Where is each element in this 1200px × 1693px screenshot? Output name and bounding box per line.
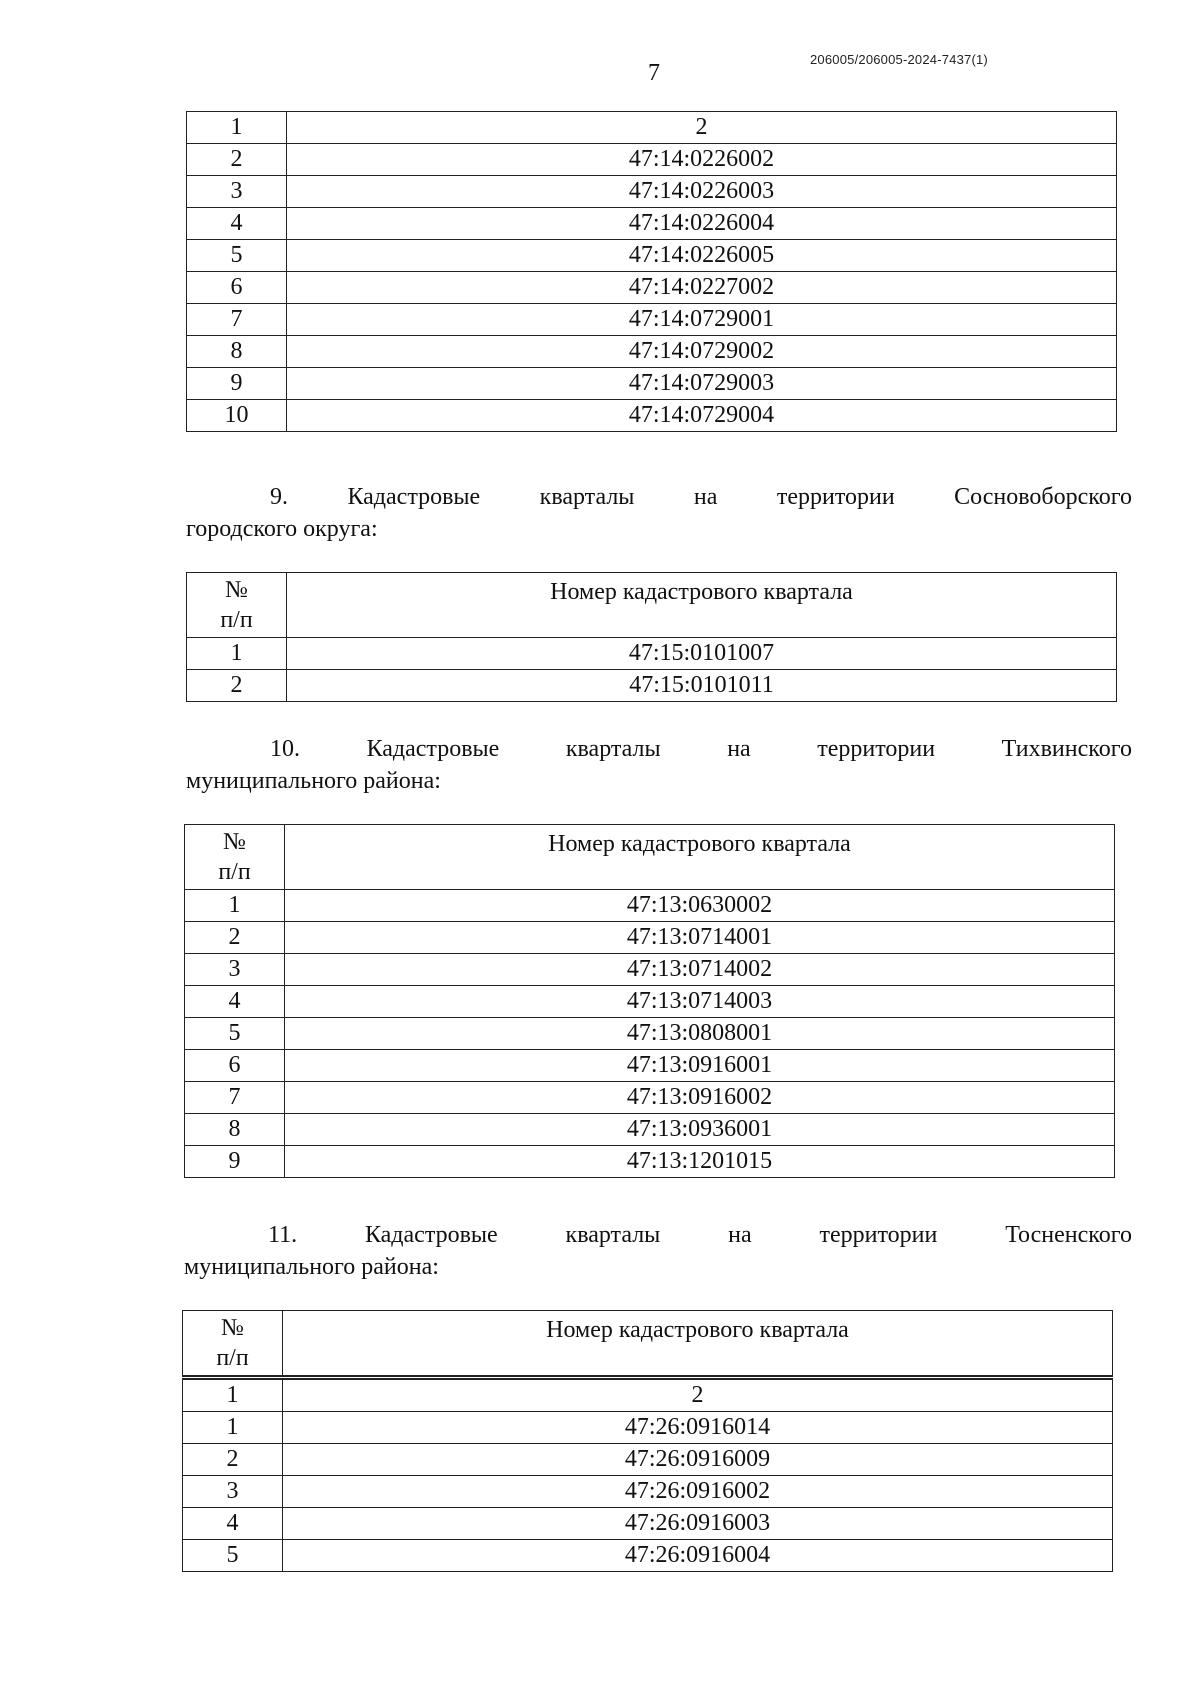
- cadastral-quarter-cell: 47:26:0916004: [283, 1540, 1113, 1572]
- row-index-cell: 8: [185, 1114, 285, 1146]
- heading-line-2: муниципального района:: [184, 1254, 439, 1280]
- quarter-number-header: Номер кадастрового квартала: [285, 825, 1115, 890]
- cadastral-quarter-cell: 47:13:0714001: [285, 922, 1115, 954]
- cadastral-quarter-cell: 47:14:0729003: [287, 368, 1117, 400]
- row-index-cell: 9: [185, 1146, 285, 1178]
- row-index-cell: 5: [183, 1540, 283, 1572]
- pp-label: п/п: [218, 859, 251, 885]
- row-index-cell: 3: [187, 176, 287, 208]
- cadastral-quarter-cell: 47:14:0226005: [287, 240, 1117, 272]
- heading-word: Тосненского: [1005, 1222, 1132, 1248]
- table-section-10: [184, 824, 1115, 1178]
- table-row: [187, 144, 1117, 176]
- document-id: 206005/206005-2024-7437(1): [810, 52, 988, 67]
- cadastral-quarter-cell: 47:13:0714003: [285, 986, 1115, 1018]
- quarter-number-header: Номер кадастрового квартала: [287, 573, 1117, 638]
- table-row: [185, 1114, 1115, 1146]
- section-number: 10.: [270, 736, 300, 762]
- heading-word: территории: [817, 736, 936, 762]
- heading-word: Тихвинского: [1001, 736, 1132, 762]
- heading-word: Кадастровые: [366, 736, 500, 762]
- table-row: [185, 1018, 1115, 1050]
- number-sign: №: [221, 1315, 244, 1341]
- table-section-9-body: [187, 573, 1117, 702]
- table-section-11-body: [183, 1311, 1113, 1572]
- table-section-9: [186, 572, 1117, 702]
- heading-line-2: муниципального района:: [186, 768, 441, 794]
- column-number-cell: 1: [187, 112, 287, 144]
- row-index-cell: 2: [187, 144, 287, 176]
- row-number-header: [185, 825, 285, 890]
- row-index-cell: 2: [185, 922, 285, 954]
- table-row: [185, 1050, 1115, 1082]
- cadastral-quarter-cell: 47:13:0916002: [285, 1082, 1115, 1114]
- table-header-row: [187, 573, 1117, 638]
- row-index-cell: 4: [183, 1508, 283, 1540]
- table-row: [187, 176, 1117, 208]
- heading-word: территории: [819, 1222, 938, 1248]
- row-index-cell: 2: [187, 670, 287, 702]
- row-index-cell: 5: [185, 1018, 285, 1050]
- row-index-cell: 4: [187, 208, 287, 240]
- cadastral-quarter-cell: 47:14:0226003: [287, 176, 1117, 208]
- heading-word: кварталы: [565, 1222, 661, 1248]
- heading-word: на: [693, 484, 718, 510]
- cadastral-quarter-cell: 47:13:1201015: [285, 1146, 1115, 1178]
- cadastral-quarter-cell: 47:26:0916003: [283, 1508, 1113, 1540]
- section-number: 11.: [268, 1222, 298, 1248]
- cadastral-quarter-cell: 47:13:0808001: [285, 1018, 1115, 1050]
- row-index-cell: 3: [185, 954, 285, 986]
- column-number-cell: 1: [183, 1378, 283, 1412]
- row-index-cell: 1: [187, 638, 287, 670]
- row-index-cell: 1: [183, 1412, 283, 1444]
- row-index-cell: 9: [187, 368, 287, 400]
- table-row: [183, 1476, 1113, 1508]
- table-row: [185, 922, 1115, 954]
- row-index-cell: 2: [183, 1444, 283, 1476]
- cadastral-quarter-cell: 47:13:0714002: [285, 954, 1115, 986]
- table-header-row: [187, 112, 1117, 144]
- heading-word: кварталы: [539, 484, 635, 510]
- cadastral-quarter-cell: 47:15:0101007: [287, 638, 1117, 670]
- column-number-cell: 2: [283, 1378, 1113, 1412]
- page-number: 7: [648, 60, 660, 86]
- row-index-cell: 5: [187, 240, 287, 272]
- cadastral-quarter-cell: 47:14:0729001: [287, 304, 1117, 336]
- heading-word: Сосновоборского: [954, 484, 1132, 510]
- number-sign: №: [225, 577, 248, 603]
- table-row: [187, 272, 1117, 304]
- cadastral-quarter-cell: 47:14:0729004: [287, 400, 1117, 432]
- heading-word: территории: [776, 484, 895, 510]
- table-section-11: [182, 1310, 1113, 1572]
- pp-label: п/п: [220, 607, 253, 633]
- cadastral-quarter-cell: 47:14:0729002: [287, 336, 1117, 368]
- row-index-cell: 10: [187, 400, 287, 432]
- cadastral-quarter-cell: 47:13:0936001: [285, 1114, 1115, 1146]
- cadastral-quarter-cell: 47:13:0630002: [285, 890, 1115, 922]
- table-row: [183, 1412, 1113, 1444]
- heading-word: на: [728, 1222, 752, 1248]
- table-continued: [186, 111, 1117, 432]
- row-index-cell: 3: [183, 1476, 283, 1508]
- table-section-10-body: [185, 825, 1115, 1178]
- table-row: [187, 670, 1117, 702]
- cadastral-quarter-cell: 47:26:0916002: [283, 1476, 1113, 1508]
- table-row: [187, 208, 1117, 240]
- heading-line-2: городского округа:: [186, 516, 378, 542]
- cadastral-quarter-cell: 47:14:0226004: [287, 208, 1117, 240]
- cadastral-quarter-cell: 47:26:0916009: [283, 1444, 1113, 1476]
- table-row: [185, 890, 1115, 922]
- heading-word: кварталы: [565, 736, 661, 762]
- table-row: [185, 986, 1115, 1018]
- cadastral-quarter-cell: 47:13:0916001: [285, 1050, 1115, 1082]
- heading-word: на: [727, 736, 751, 762]
- row-index-cell: 8: [187, 336, 287, 368]
- table-row: [185, 1082, 1115, 1114]
- section-9-heading: [186, 481, 1132, 545]
- cadastral-quarter-cell: 47:15:0101011: [287, 670, 1117, 702]
- quarter-number-header: Номер кадастрового квартала: [283, 1311, 1113, 1378]
- table-row: [187, 400, 1117, 432]
- section-number: 9.: [270, 484, 288, 510]
- pp-label: п/п: [216, 1345, 249, 1371]
- table-subheader-row: [183, 1378, 1113, 1412]
- cadastral-quarter-cell: 47:26:0916014: [283, 1412, 1113, 1444]
- table-header-row: [183, 1311, 1113, 1378]
- number-sign: №: [223, 829, 246, 855]
- row-index-cell: 4: [185, 986, 285, 1018]
- table-header-row: [185, 825, 1115, 890]
- table-row: [187, 304, 1117, 336]
- heading-word: Кадастровые: [347, 484, 481, 510]
- cadastral-quarter-cell: 47:14:0226002: [287, 144, 1117, 176]
- column-number-cell: 2: [287, 112, 1117, 144]
- table-continued-body: [187, 112, 1117, 432]
- table-row: [183, 1444, 1113, 1476]
- row-index-cell: 6: [185, 1050, 285, 1082]
- table-row: [187, 638, 1117, 670]
- section-11-heading: [184, 1219, 1132, 1283]
- table-row: [187, 368, 1117, 400]
- row-index-cell: 6: [187, 272, 287, 304]
- row-index-cell: 7: [185, 1082, 285, 1114]
- table-row: [183, 1540, 1113, 1572]
- table-row: [185, 1146, 1115, 1178]
- section-10-heading: [186, 733, 1132, 797]
- table-row: [183, 1508, 1113, 1540]
- table-row: [185, 954, 1115, 986]
- table-row: [187, 336, 1117, 368]
- row-index-cell: 7: [187, 304, 287, 336]
- table-row: [187, 240, 1117, 272]
- row-number-header: [183, 1311, 283, 1378]
- row-index-cell: 1: [185, 890, 285, 922]
- cadastral-quarter-cell: 47:14:0227002: [287, 272, 1117, 304]
- row-number-header: [187, 573, 287, 638]
- heading-word: Кадастровые: [364, 1222, 498, 1248]
